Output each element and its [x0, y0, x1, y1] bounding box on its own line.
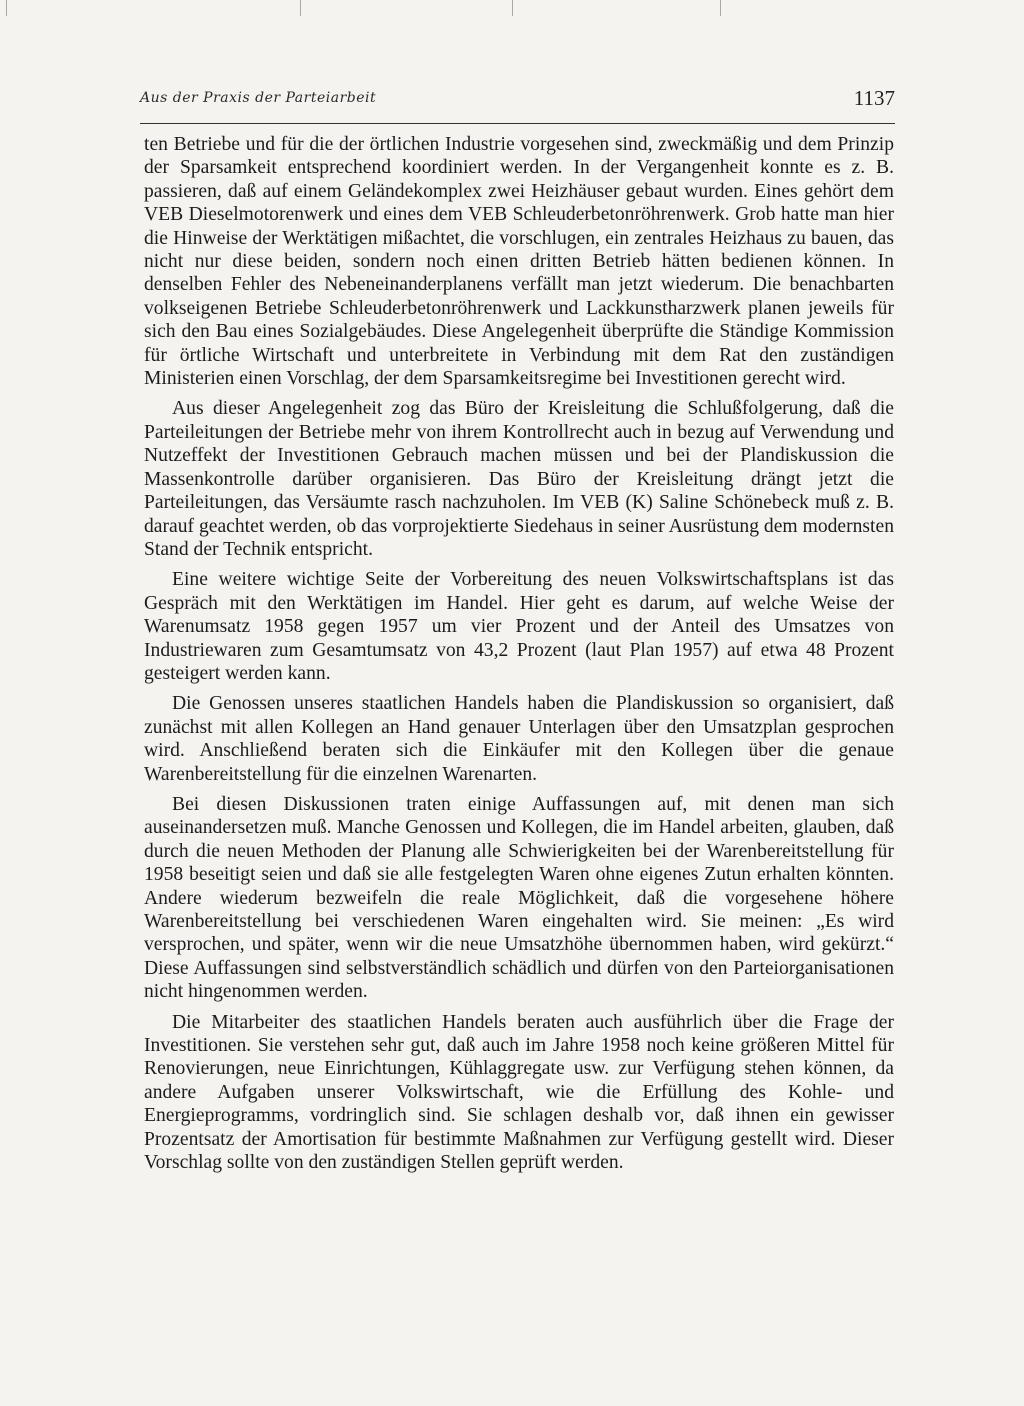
paragraph-2: Aus dieser Angelegenheit zog das Büro der Kreisleitung die Schlußfolgerung, daß die Parteileitungen der Betriebe mehr von ihrem Kontrollrecht auch in bezug auf Verwendung und Nutzeffekt der Investitionen Gebrauch machen müssen und bei der Plandiskussion die Massenkontrolle darüber organisieren. Das Büro der Kreisleitung drängt jetzt die Parteileitungen, das Versäumte rasch nachzuholen. Im VEB (K) Saline Schönebeck muß z. B. darauf geachtet werden, ob das vorprojektierte Siedehaus in seiner Ausrüstung dem modernsten Stand der Technik entspricht.	[144, 398, 894, 560]
paragraph-5: Bei diesen Diskussionen traten einige Auffassungen auf, mit denen man sich auseinandersetzen muß. Manche Genossen und Kollegen, die im Handel arbeiten, glauben, daß durch die neuen Methoden der Planung alle Schwierigkeiten bei der Warenbereitstellung für 1958 beseitigt seien und daß sie alle festgelegten Waren ohne eigenes Zutun erhalten könnten. Andere wiederum bezweifeln die reale Möglichkeit, daß die vorgesehene höhere Warenbereitstellung bei verschiedenen Waren eingehalten wird. Sie meinen: „Es wird versprochen, und später, wenn wir die neue Umsatzhöhe übernommen haben, wird gekürzt.“ Diese Auffassungen sind selbstverständlich schädlich und dürfen von den Parteiorganisationen nicht hingenommen werden.	[144, 793, 894, 1003]
page-number: 1137	[853, 86, 895, 110]
scan-artifact	[6, 0, 7, 16]
running-head	[140, 86, 895, 116]
paragraph-3: Eine weitere wichtige Seite der Vorbereitung des neuen Volkswirtschaftsplans ist das Gespräch mit den Werktätigen im Handel. Hier geht es darum, auf welche Weise der Warenumsatz 1958 gegen 1957 um vier Prozent und der Anteil des Umsatzes von Industriewaren zum Gesamtumsatz von 43,2 Prozent (laut Plan 1957) auf etwa 48 Prozent gesteigert werden kann.	[144, 569, 894, 684]
body-text	[144, 133, 894, 1174]
scan-artifact	[720, 0, 721, 16]
header-rule	[140, 123, 895, 124]
paragraph-1: ten Betriebe und für die der örtlichen Industrie vorgesehen sind, zweckmäßig und dem Prinzip der Sparsamkeit entsprechend koordiniert werden. In der Vergangenheit konnte es z. B. passieren, daß auf einem Geländekomplex zwei Heizhäuser gebaut wurden. Eines gehört dem VEB Dieselmotorenwerk und eines dem VEB Schleuderbetonröhrenwerk. Grob hatte man hier die Hinweise der Werktätigen mißachtet, die vorschlugen, ein zentrales Heizhaus zu bauen, das nicht nur diese beiden, sondern noch einen dritten Betrieb hätten bedienen können. In denselben Fehler des Nebeneinanderplanens verfällt man jetzt wiederum. Die benachbarten volkseigenen Betriebe Schleuderbetonröhrenwerk und Lackkunstharzwerk planen jeweils für sich den Bau eines Sozialgebäudes. Diese Angelegenheit überprüfte die Ständige Kommission für örtliche Wirtschaft und unterbreitete in Verbindung mit dem Rat den zuständigen Ministerien einen Vorschlag, der dem Sparsamkeitsregime bei Investitionen gerecht wird.	[144, 134, 894, 390]
scan-artifact	[512, 0, 513, 16]
paragraph-4: Die Genossen unseres staatlichen Handels haben die Plandiskussion so organisiert, daß zunächst mit allen Kollegen an Hand genauer Unterlagen über den Umsatzplan gesprochen wird. Anschließend beraten sich die Einkäufer mit den Kollegen über die genaue Warenbereitstellung für die einzelnen Warenarten.	[144, 693, 894, 785]
scan-artifact	[300, 0, 301, 16]
paragraph-6: Die Mitarbeiter des staatlichen Handels beraten auch ausführlich über die Frage der Investitionen. Sie verstehen sehr gut, daß auch im Jahre 1958 noch keine größeren Mittel für Renovierungen, neue Einrichtungen, Kühlaggregate usw. zur Verfügung stehen können, da andere Aufgaben unserer Volkswirtschaft, wie die Erfüllung des Kohle- und Energieprogramms, vordringlich sind. Sie schlagen deshalb vor, daß ihnen ein gewisser Prozentsatz der Amortisation für bestimmte Maßnahmen zur Verfügung gestellt wird. Dieser Vorschlag sollte von den zuständigen Stellen geprüft werden.	[144, 1011, 894, 1174]
running-title: Aus der Praxis der Parteiarbeit	[140, 90, 377, 106]
